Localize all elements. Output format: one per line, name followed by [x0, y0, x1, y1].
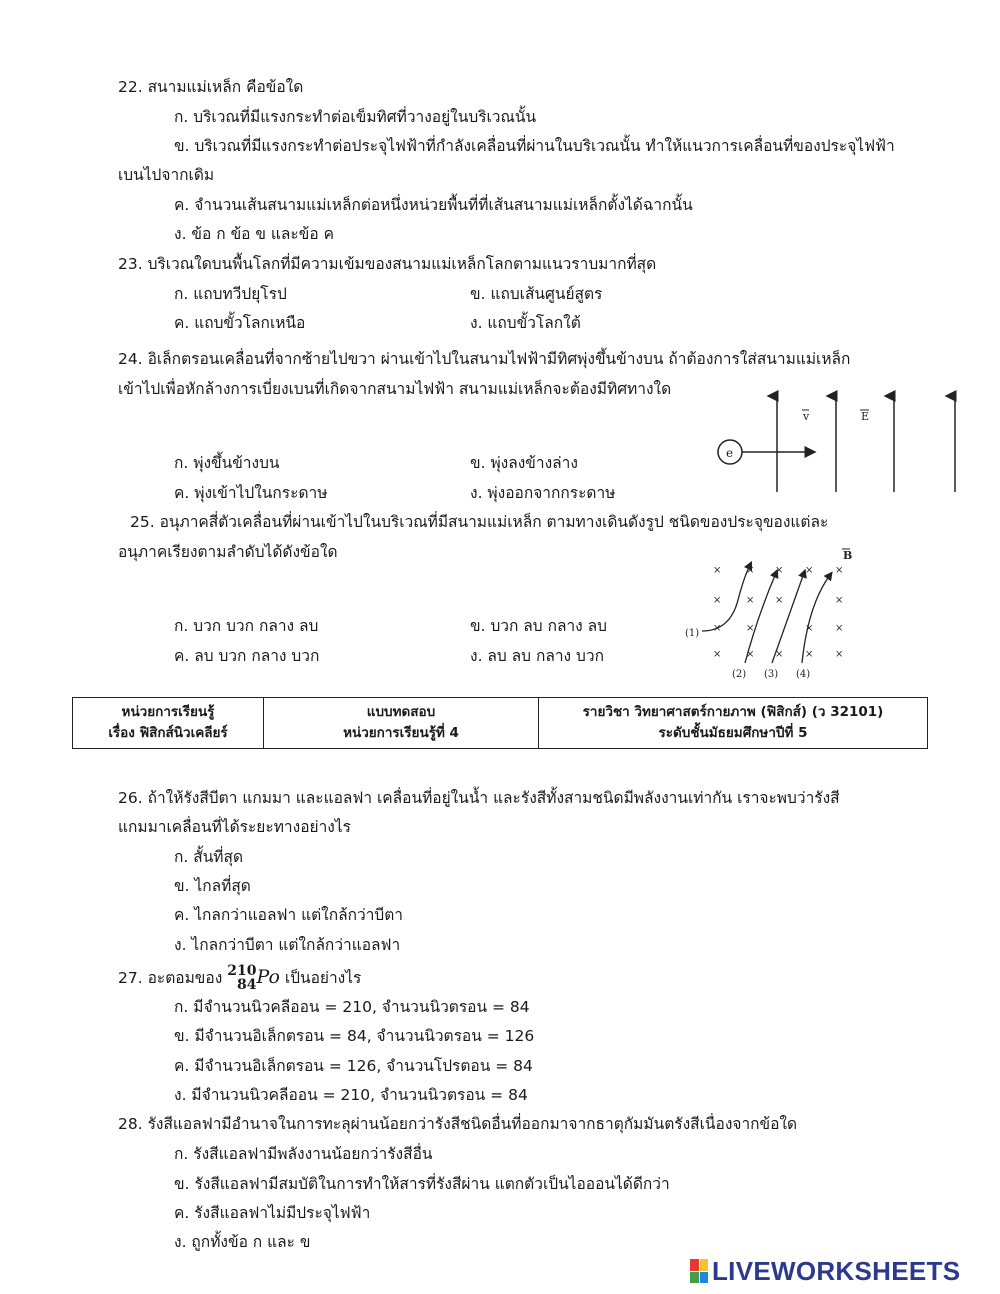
field-cross: × [713, 649, 722, 660]
q24-option-d[interactable]: ง. พุ่งออกจากกระดาษ [470, 484, 616, 502]
q28-option-d[interactable]: ง. ถูกทั้งข้อ ก และ ข [174, 1233, 311, 1251]
q22-stem: 22. สนามแม่เหล็ก คือข้อใด [118, 78, 304, 96]
field-cross: × [835, 623, 844, 634]
particle-path-1 [702, 565, 750, 631]
q24-option-b[interactable]: ข. พุ่งลงข้างล่าง [470, 454, 578, 472]
field-cross: × [835, 595, 844, 606]
field-cross: × [746, 595, 755, 606]
grade-level: ระดับชั้นมัธยมศึกษาปีที่ 5 [658, 725, 808, 741]
q25-option-a[interactable]: ก. บวก บวก กลาง ลบ [174, 617, 319, 635]
logo-tile-red [690, 1259, 699, 1271]
q28-stem: 28. รังสีแอลฟามีอำนาจในการทะลุผ่านน้อยกว่ารังสีชนิดอื่นที่ออกมาจากธาตุกัมมันตรังสีเนื่องจากข้อใด [118, 1115, 798, 1133]
q28-option-a[interactable]: ก. รังสีแอลฟามีพลังงานน้อยกว่ารังสีอื่น [174, 1145, 433, 1163]
q27-option-d[interactable]: ง. มีจำนวนนิวคลีออน = 210, จำนวนนิวตรอน = 84 [174, 1086, 528, 1104]
unit-header-table [72, 697, 928, 749]
field-cross: × [713, 623, 722, 634]
q26-stem-line2: แกมมาเคลื่อนที่ได้ระยะทางอย่างไร [118, 818, 351, 836]
q23-option-c[interactable]: ค. แถบขั้วโลกเหนือ [174, 314, 306, 332]
logo-tile-green [690, 1272, 699, 1284]
q27-option-c[interactable]: ค. มีจำนวนอิเล็กตรอน = 126, จำนวนโปรตอน = 84 [174, 1057, 533, 1075]
q25-stem-line1: 25. อนุภาคสี่ตัวเคลื่อนที่ผ่านเข้าไปในบริเวณที่มีสนามแม่เหล็ก ตามทางเดินดังรูป ชนิดของประจุของแต่ละ [130, 513, 829, 531]
field-cross: × [775, 649, 784, 660]
field-cross: × [713, 595, 722, 606]
velocity-label: v [803, 410, 810, 423]
q27-option-a[interactable]: ก. มีจำนวนนิวคลีออน = 210, จำนวนนิวตรอน = 84 [174, 998, 530, 1016]
q24-option-a[interactable]: ก. พุ่งขึ้นข้างบน [174, 454, 280, 472]
q25-magnetic-field-figure [680, 545, 860, 685]
particle-path-3 [772, 573, 804, 663]
q23-option-d[interactable]: ง. แถบขั้วโลกใต้ [470, 314, 581, 332]
subject-cell [539, 698, 928, 749]
q25-option-c[interactable]: ค. ลบ บวก กลาง บวก [174, 647, 320, 665]
path-label-2: (2) [732, 669, 747, 680]
electron-label: e [726, 446, 734, 460]
path-label-3: (3) [764, 669, 779, 680]
test-label: แบบทดสอบ [366, 704, 436, 720]
field-cross: × [805, 623, 814, 634]
q28-option-b[interactable]: ข. รังสีแอลฟามีสมบัติในการทำให้สารที่รังสีผ่าน แตกตัวเป็นไอออนได้ดีกว่า [174, 1175, 670, 1193]
q22-option-a[interactable]: ก. บริเวณที่มีแรงกระทำต่อเข็มทิศที่วางอยู่ในบริเวณนั้น [174, 108, 537, 126]
field-cross: × [775, 565, 784, 576]
logo-tile-blue [700, 1272, 709, 1284]
q26-option-a[interactable]: ก. สั้นที่สุด [174, 848, 244, 866]
q27-option-b[interactable]: ข. มีจำนวนอิเล็กตรอน = 84, จำนวนนิวตรอน = 126 [174, 1027, 535, 1045]
q27-stem-prefix: 27. อะตอมของ [118, 969, 223, 987]
nuclide-numbers [227, 964, 256, 992]
q26-option-d[interactable]: ง. ไกลกว่าบีตา แต่ใกล้กว่าแอลฟา [174, 936, 401, 954]
q24-electric-field-figure [705, 382, 975, 494]
field-cross: × [805, 649, 814, 660]
element-symbol: Po [256, 966, 280, 988]
q27-stem [118, 962, 361, 993]
q24-stem-line2: เข้าไปเพื่อหักล้างการเบี่ยงเบนที่เกิดจากสนามไฟฟ้า สนามแม่เหล็กจะต้องมีทิศทางใด [118, 380, 672, 398]
q22-option-d[interactable]: ง. ข้อ ก ข้อ ข และข้อ ค [174, 225, 334, 243]
subject-label: รายวิชา วิทยาศาสตร์กายภาพ (ฟิสิกส์) (ว 32101) [582, 704, 884, 720]
liveworksheets-wordmark: LIVEWORKSHEETS [712, 1255, 961, 1286]
liveworksheets-logo[interactable] [690, 1256, 960, 1286]
field-cross: × [713, 565, 722, 576]
q24-stem-line1: 24. อิเล็กตรอนเคลื่อนที่จากซ้ายไปขวา ผ่านเข้าไปในสนามไฟฟ้ามีทิศพุ่งขึ้นข้างบน ถ้าต้องการใส่สนามแม่เหล็ก [118, 350, 851, 368]
logo-tile-yellow [700, 1259, 709, 1271]
test-unit: หน่วยการเรียนรู้ที่ 4 [343, 725, 459, 741]
q24-option-c[interactable]: ค. พุ่งเข้าไปในกระดาษ [174, 484, 328, 502]
q25-stem-line2: อนุภาคเรียงตามลำดับได้ดังข้อใด [118, 543, 338, 561]
q27-stem-suffix: เป็นอย่างไร [284, 969, 362, 987]
unit-label: หน่วยการเรียนรู้ [121, 704, 215, 720]
b-field-label: B [843, 549, 853, 562]
liveworksheets-icon [690, 1259, 708, 1283]
q25-option-b[interactable]: ข. บวก ลบ กลาง ลบ [470, 617, 607, 635]
q26-option-c[interactable]: ค. ไกลกว่าแอลฟา แต่ใกล้กว่าบีตา [174, 906, 404, 924]
field-cross: × [746, 623, 755, 634]
unit-topic: เรื่อง ฟิสิกส์นิวเคลียร์ [108, 725, 228, 741]
q22-option-b[interactable]: ข. บริเวณที่มีแรงกระทำต่อประจุไฟฟ้าที่กำลังเคลื่อนที่ผ่านในบริเวณนั้น ทำให้แนวการเคลื่อนที่ของประจุไฟฟ้า [174, 137, 895, 155]
field-cross: × [746, 565, 755, 576]
path-label-4: (4) [796, 669, 811, 680]
unit-cell [73, 698, 264, 749]
q25-option-d[interactable]: ง. ลบ ลบ กลาง บวก [470, 647, 604, 665]
q23-option-a[interactable]: ก. แถบทวีปยุโรป [174, 285, 287, 303]
q23-option-b[interactable]: ข. แถบเส้นศูนย์สูตร [470, 285, 603, 303]
q23-stem: 23. บริเวณใดบนพื้นโลกที่มีความเข้มของสนามแม่เหล็กโลกตามแนวราบมากที่สุด [118, 255, 657, 273]
field-label: E [861, 410, 870, 423]
q22-option-b-cont: เบนไปจากเดิม [118, 166, 215, 184]
q28-option-c[interactable]: ค. รังสีแอลฟาไม่มีประจุไฟฟ้า [174, 1204, 371, 1222]
q26-option-b[interactable]: ข. ไกลที่สุด [174, 877, 251, 895]
field-cross: × [835, 649, 844, 660]
field-cross: × [805, 565, 814, 576]
field-cross: × [746, 649, 755, 660]
field-cross: × [775, 595, 784, 606]
path-label-1: (1) [685, 628, 700, 639]
field-cross: × [835, 565, 844, 576]
q26-stem-line1: 26. ถ้าให้รังสีบีตา แกมมา และแอลฟา เคลื่อนที่อยู่ในน้ำ และรังสีทั้งสามชนิดมีพลังงานเท่ากัน เราจะพบว่ารังสี [118, 789, 840, 807]
q22-option-c[interactable]: ค. จำนวนเส้นสนามแม่เหล็กต่อหนึ่งหน่วยพื้นที่ที่เส้นสนามแม่เหล็กตั้งได้ฉากนั้น [174, 196, 693, 214]
atomic-number: 84 [236, 977, 257, 993]
test-cell [264, 698, 539, 749]
mass-number: 210 [227, 963, 257, 979]
